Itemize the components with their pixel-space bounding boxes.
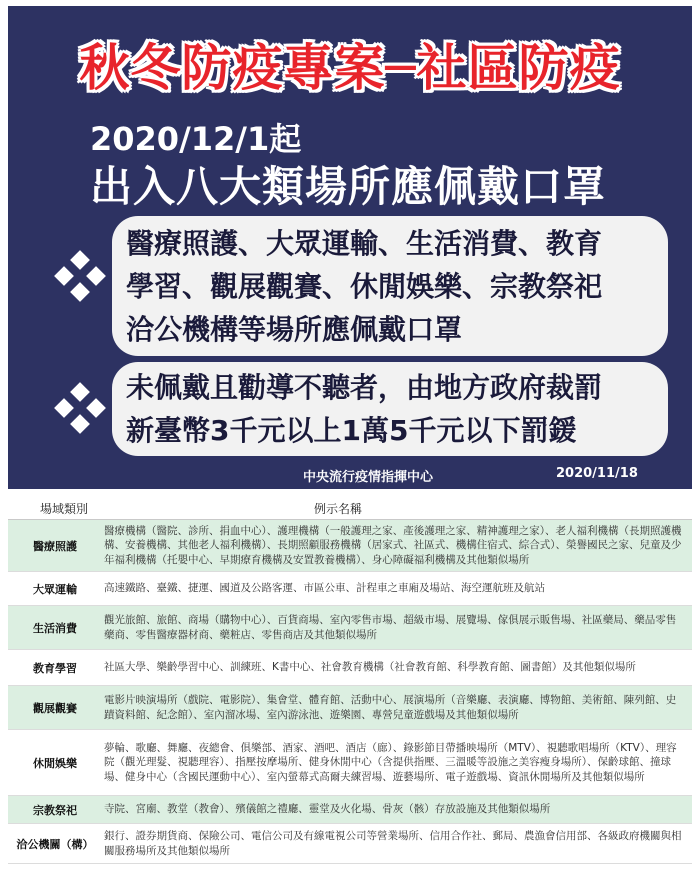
bullet-penalty: [112, 362, 668, 456]
row-description: 夢輪、歌廳、舞廳、夜總會、俱樂部、酒家、酒吧、酒店（廊）、錄影節目帶播映場所（MTV）、視聽歌唱場所（KTV）、理容院（觀光理髮、視聽理容）、指壓按摩場所、健身休閒中心（含提供指壓、三溫暖等設施之美容瘦身場所）、保齡球館、撞球場、健身中心（含國民運動中心）、室內螢幕式高爾夫練習場、遊藝場所、電子遊戲場、資訊休閒場所及其他類似場所: [104, 741, 677, 783]
subtitle: 出入八大類場所應佩戴口罩: [90, 162, 607, 211]
diamond-bullet-icon: [56, 384, 104, 432]
row-category: 生活消費: [33, 621, 77, 635]
effective-date: 2020/12/1起: [90, 120, 302, 158]
row-category: 大眾運輸: [33, 582, 77, 596]
table-row: [8, 520, 692, 572]
bullet-line: 醫療照護、大眾運輸、生活消費、教育: [126, 227, 603, 260]
row-description: 電影片映演場所（戲院、電影院）、集會堂、體育館、活動中心、展演場所（音樂廳、表演廳、博物館、美術館、陳列館、史蹟資料館、紀念館）、室內溜冰場、室內游泳池、遊樂園、專營兒童遊戲場及其他類似場所: [104, 694, 677, 721]
bullet-line: 洽公機構等場所應佩戴口罩: [126, 313, 463, 346]
row-category: 醫療照護: [33, 539, 77, 553]
table-row: [8, 730, 692, 796]
table-row: [8, 650, 692, 686]
issuing-organization: 中央流行疫情指揮中心: [303, 470, 434, 485]
venue-table: [8, 494, 692, 864]
row-category: 休閒娛樂: [33, 756, 77, 770]
row-description: 社區大學、樂齡學習中心、訓練班、K書中心、社會教育機構（社會教育館、科學教育館、圖書館）及其他類似場所: [104, 661, 636, 674]
table-header: [8, 494, 692, 520]
row-category: 教育學習: [33, 661, 77, 675]
row-category: 觀展觀賽: [33, 701, 77, 715]
row-description: 銀行、證券期貨商、保險公司、電信公司及有線電視公司等營業場所、信用合作社、郵局、農漁會信用部、各級政府機關與相關服務場所及其他類似場所: [104, 830, 682, 857]
table-row: [8, 606, 692, 650]
table-row: [8, 824, 692, 864]
issue-date: 2020/11/18: [556, 466, 638, 481]
bullet-line: 未佩戴且勸導不聽者，由地方政府裁罰: [126, 371, 603, 404]
table-row: [8, 796, 692, 824]
table-row: [8, 572, 692, 606]
row-description: 寺院、宮廟、教堂（教會）、殯儀館之禮廳、靈堂及火化場、骨灰（骸）存放設施及其他類似場所: [104, 803, 551, 816]
row-category: 洽公機關（構）: [16, 837, 94, 851]
main-title: 秋冬防疫專案─社區防疫: [79, 39, 621, 97]
header-examples: 例示名稱: [314, 502, 363, 516]
row-description: 觀光旅館、旅館、商場（購物中心）、百貨商場、室內零售市場、超級市場、展覽場、傢俱展示販售場、社區藥局、藥品零售藥商、零售醫療器材商、藥粧店、零售商店及其他類似場所: [104, 614, 677, 641]
header-banner: [8, 6, 692, 489]
table-row: [8, 686, 692, 730]
diamond-bullet-icon: [56, 252, 104, 300]
bullet-line: 學習、觀展觀賽、休閒娛樂、宗教祭祀: [126, 270, 603, 303]
row-category: 宗教祭祀: [33, 803, 77, 817]
bullet-mask-places: [112, 216, 668, 356]
row-description: 醫療機構（醫院、診所、捐血中心）、護理機構（一般護理之家、產後護理之家、精神護理之家）、老人福利機構（長期照護機構、安養機構、其他老人福利機構）、長期照顧服務機構（居家式、社區式、機構住宿式、綜合式）、榮譽國民之家、兒童及少年福利機構（托嬰中心、早期療育機構及安置教養機構）、身心障礙福利機構及其他類似場所: [104, 524, 682, 566]
bullet-line: 新臺幣3千元以上1萬5千元以下罰鍰: [126, 414, 577, 447]
header-category: 場域類別: [40, 502, 89, 516]
row-description: 高速鐵路、臺鐵、捷運、國道及公路客運、市區公車、計程車之車廂及場站、海空運航班及航站: [104, 582, 545, 595]
